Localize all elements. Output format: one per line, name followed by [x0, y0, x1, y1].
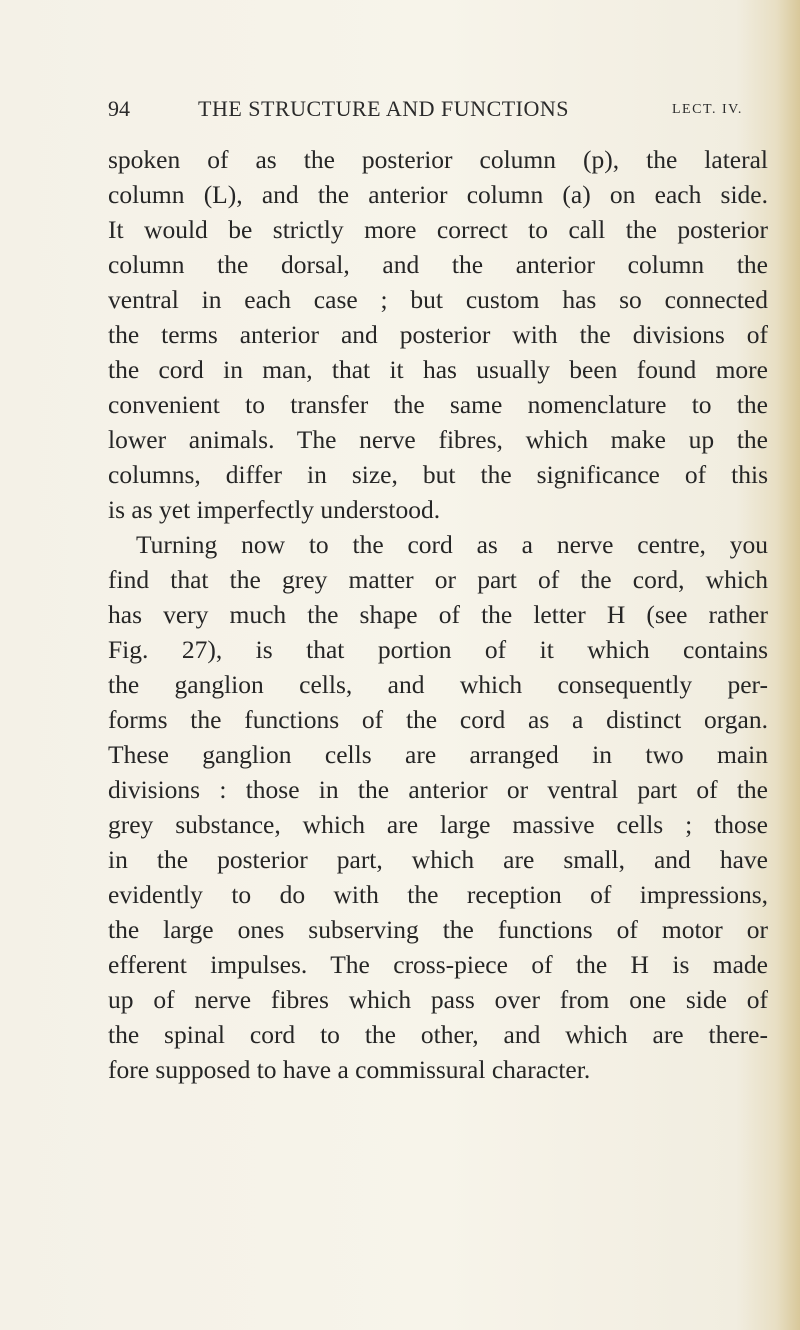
text-line: the terms anterior and posterior with the divisions of — [108, 320, 768, 349]
text-line: efferent impulses. The cross-piece of the H is made — [108, 950, 768, 979]
text-line: column the dorsal, and the anterior column the — [108, 250, 768, 279]
text-line: forms the functions of the cord as a distinct organ. — [108, 705, 768, 734]
text-line: column (L), and the anterior column (a) on each side. — [108, 180, 768, 209]
text-line: in the posterior part, which are small, and have — [108, 845, 768, 874]
paragraph-end-line: is as yet imperfectly understood. — [108, 495, 441, 524]
page-number: 94 — [108, 96, 130, 121]
running-head — [108, 90, 768, 124]
text-line: divisions : those in the anterior or ventral part of the — [108, 775, 768, 804]
text-line: convenient to transfer the same nomenclature to the — [108, 390, 768, 419]
text-line: grey substance, which are large massive cells ; those — [108, 810, 768, 839]
text-line: the cord in man, that it has usually been found more — [108, 355, 768, 384]
text-line: It would be strictly more correct to call the posterior — [108, 215, 768, 244]
paragraph-end-line: fore supposed to have a commissural character. — [108, 1055, 591, 1084]
running-title: THE STRUCTURE AND FUNCTIONS — [198, 96, 570, 121]
text-line: lower animals. The nerve fibres, which make up the — [108, 425, 768, 454]
text-line: ventral in each case ; but custom has so connected — [108, 285, 768, 314]
text-line: These ganglion cells are arranged in two main — [108, 740, 768, 769]
text-line: Fig. 27), is that portion of it which contains — [108, 635, 768, 664]
text-line: up of nerve fibres which pass over from one side of — [108, 985, 768, 1014]
body-text — [108, 142, 768, 1087]
text-line: find that the grey matter or part of the cord, which — [108, 565, 768, 594]
text-line: columns, differ in size, but the significance of this — [108, 460, 768, 489]
text-line: the spinal cord to the other, and which are there- — [108, 1020, 768, 1049]
paragraph-start-line: Turning now to the cord as a nerve centre, you — [136, 530, 768, 559]
text-line: spoken of as the posterior column (p), the lateral — [108, 145, 768, 174]
lecture-reference: LECT. IV. — [672, 102, 743, 117]
text-line: the large ones subserving the functions of motor or — [108, 915, 768, 944]
text-line: evidently to do with the reception of impressions, — [108, 880, 768, 909]
text-line: has very much the shape of the letter H (see rather — [108, 600, 768, 629]
text-line: the ganglion cells, and which consequently per- — [108, 670, 768, 699]
